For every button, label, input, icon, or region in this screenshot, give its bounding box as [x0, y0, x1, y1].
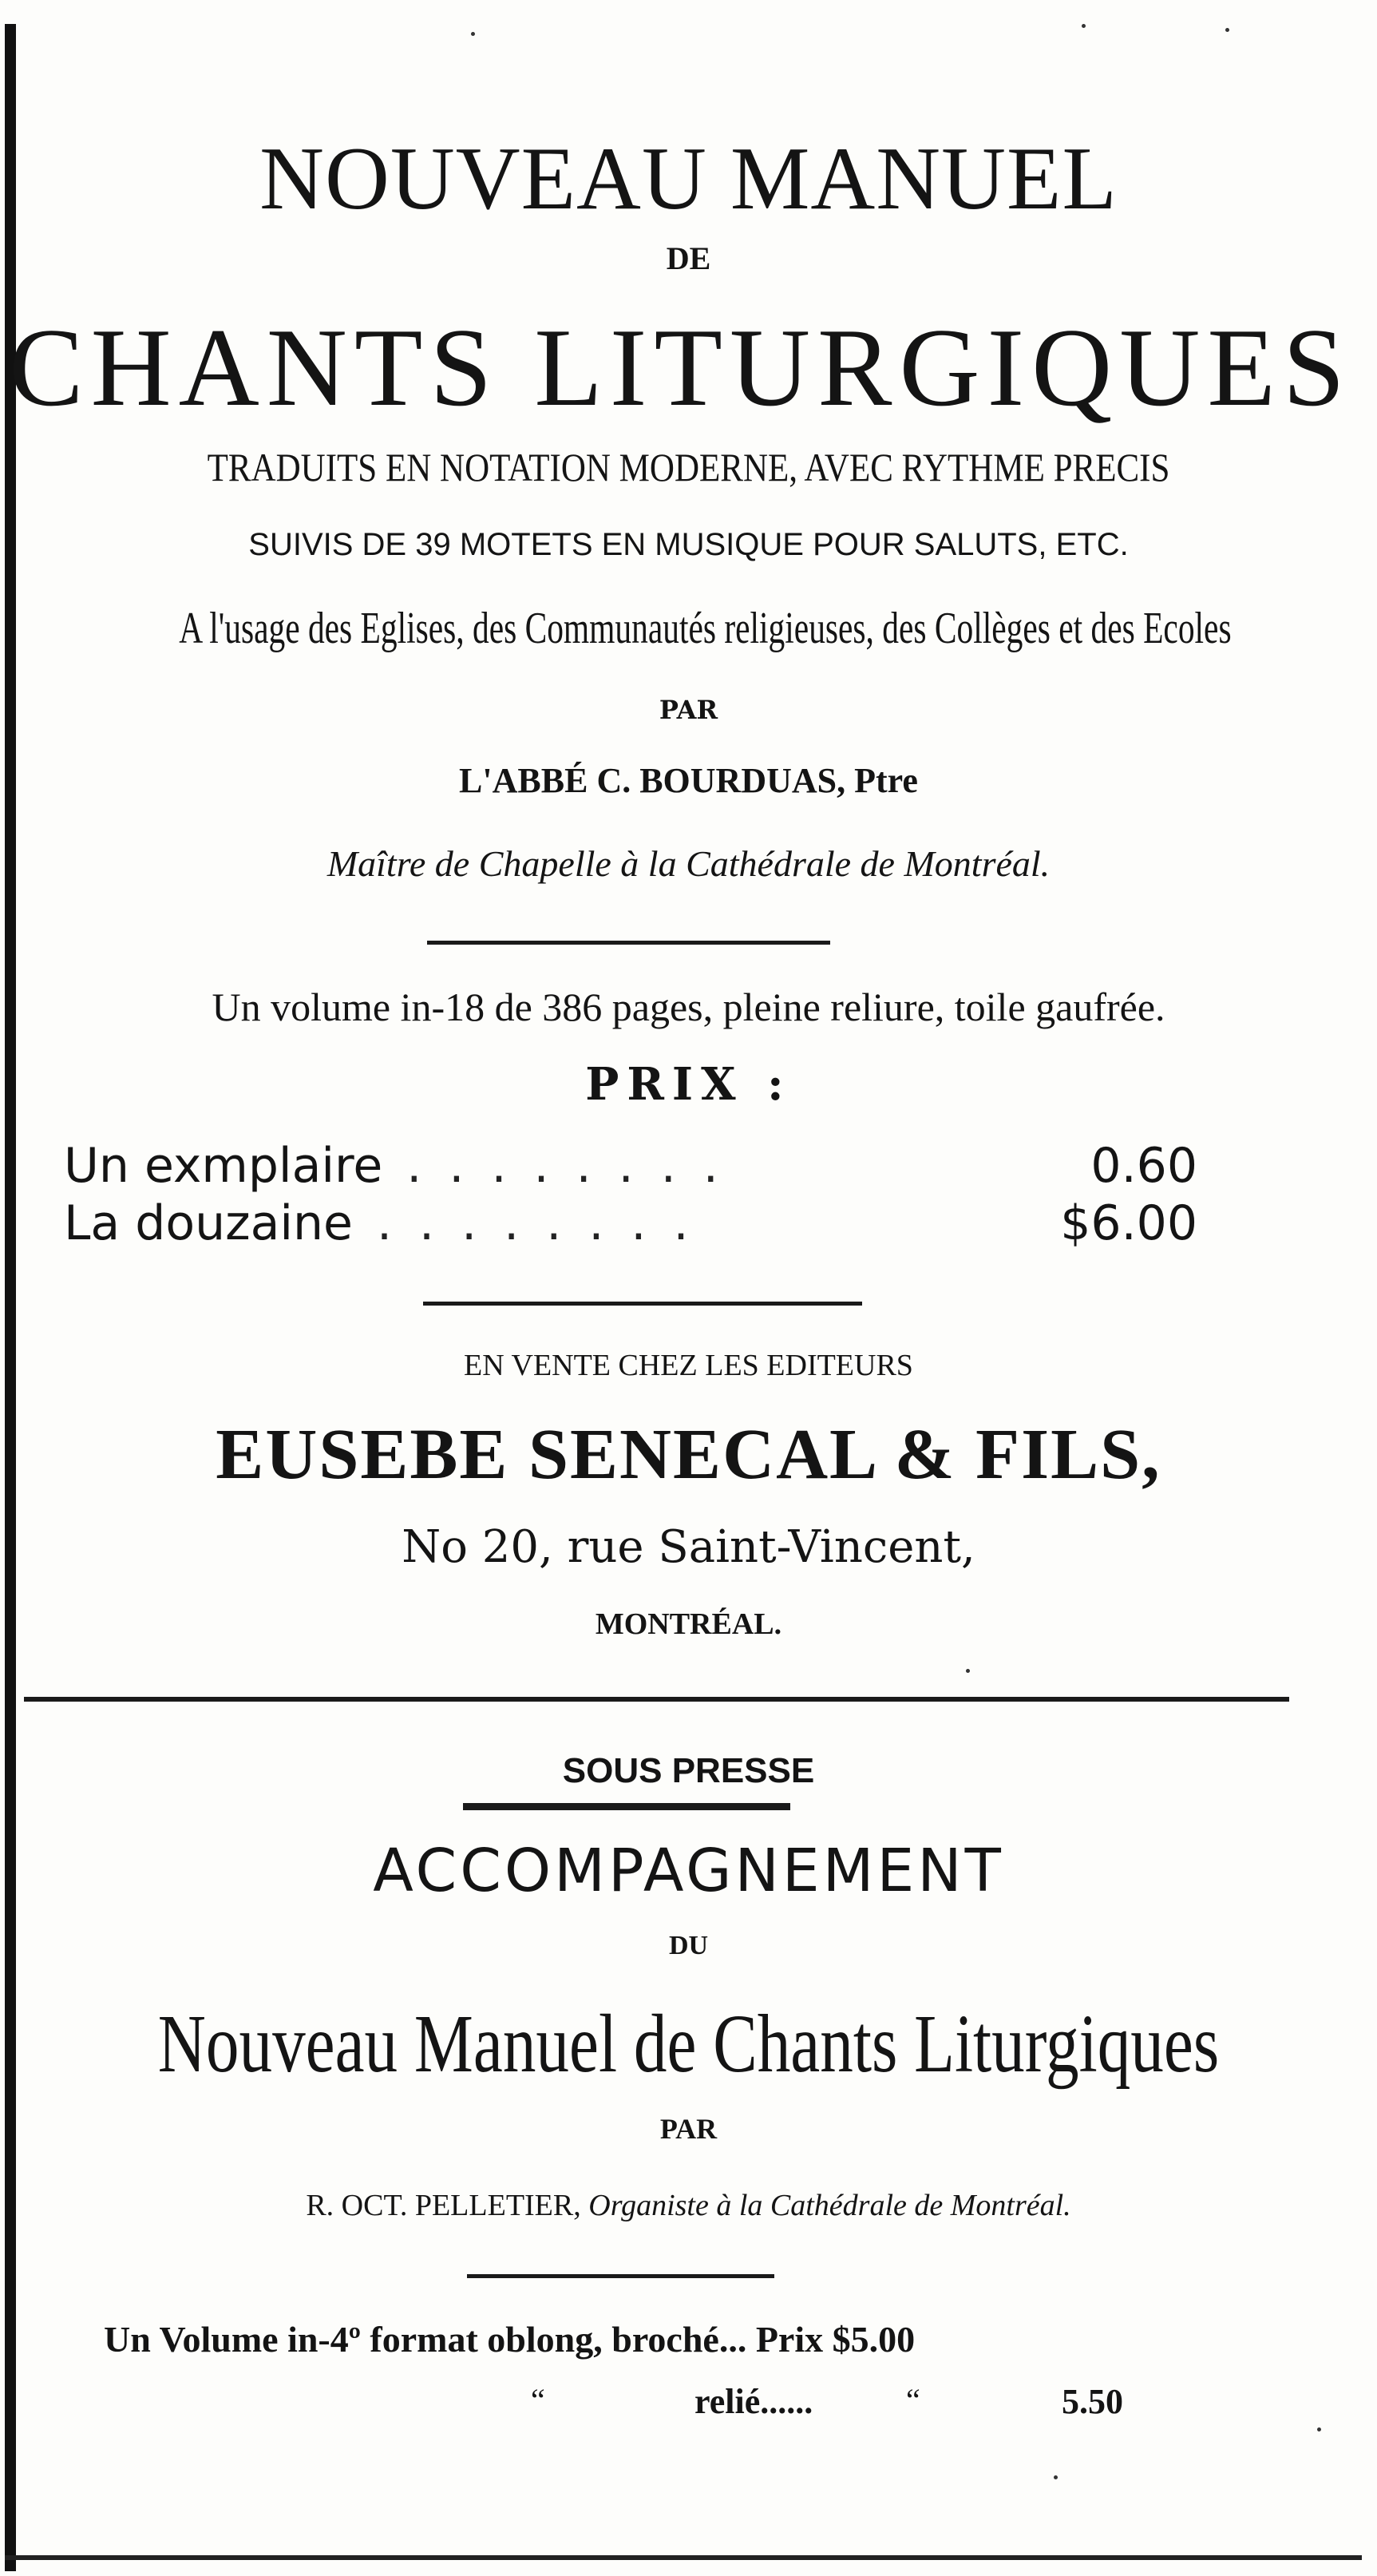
second-price-line-2-value: 5.50	[1062, 2382, 1123, 2421]
publisher-address: No 20, rue Saint-Vincent,	[402, 1521, 975, 1573]
author-par: PAR	[659, 695, 718, 725]
price-label: La douzaine	[64, 1195, 353, 1251]
price-row-single	[64, 1138, 1197, 1195]
publisher-name: EUSEBE SENECAL & FILS,	[216, 1415, 1161, 1494]
second-price-line-1: Un Volume in-4º format oblong, broché... Prix $5.00	[104, 2319, 916, 2360]
subtitle-line-1: TRADUITS EN NOTATION MODERNE, AVEC RYTHME PRECIS	[207, 445, 1170, 489]
print-speck	[1082, 24, 1086, 28]
leader-dots: ........	[406, 1138, 746, 1194]
print-speck	[471, 32, 475, 36]
print-speck	[1225, 28, 1229, 32]
price-value: $6.00	[1060, 1195, 1197, 1251]
sous-presse-label: SOUS PRESSE	[562, 1751, 815, 1790]
second-author-name: R. OCT. PELLETIER,	[306, 2189, 581, 2222]
price-label: Un exmplaire	[64, 1138, 383, 1194]
subtitle-line-2: SUIVIS DE 39 MOTETS EN MUSIQUE POUR SALUTS, ETC.	[248, 527, 1129, 562]
second-author-role: Organiste à la Cathédrale de Montréal.	[588, 2189, 1071, 2222]
ditto-mark: “	[531, 2382, 545, 2418]
author-role: Maître de Chapelle à la Cathédrale de Montréal.	[326, 843, 1051, 884]
price-row-dozen	[64, 1195, 1197, 1253]
publisher-city: MONTRÉAL.	[595, 1607, 782, 1641]
divider-rule-2	[423, 1302, 862, 1306]
author-name: L'ABBÉ C. BOURDUAS, Ptre	[459, 761, 918, 800]
du-line: DU	[668, 1931, 709, 1960]
prix-heading: PRIX :	[585, 1058, 792, 1111]
second-author-line	[24, 2188, 1353, 2223]
title-line-2: DE	[666, 240, 711, 276]
relie-label: relié......	[694, 2382, 813, 2421]
price-value: 0.60	[1090, 1138, 1197, 1194]
print-speck	[966, 1669, 970, 1673]
divider-rule-3	[467, 2274, 774, 2278]
leader-dots: ........	[376, 1195, 716, 1251]
volume-description: Un volume in-18 de 386 pages, pleine reliure, toile gaufrée.	[212, 985, 1165, 1029]
print-speck	[1317, 2427, 1321, 2431]
section-separator-rule	[24, 1697, 1289, 1702]
divider-rule-1	[427, 941, 830, 945]
en-vente-line: EN VENTE CHEZ LES EDITEURS	[464, 1349, 913, 1382]
subtitle-line-3: A l'usage des Eglises, des Communautés religieuses, des Collèges et des Ecoles	[179, 604, 1232, 653]
sous-presse-underline	[463, 1803, 790, 1810]
bottom-border-rule	[5, 2555, 1362, 2560]
second-title: Nouveau Manuel de Chants Liturgiques	[157, 1998, 1220, 2090]
print-speck	[1054, 2475, 1058, 2479]
accompagnement-heading: ACCOMPAGNEMENT	[373, 1837, 1004, 1905]
second-par: PAR	[659, 2113, 718, 2145]
title-line-1: NOUVEAU MANUEL	[259, 129, 1118, 228]
ditto-mark: “	[906, 2382, 920, 2418]
title-line-3: CHANTS LITURGIQUES	[9, 306, 1352, 430]
